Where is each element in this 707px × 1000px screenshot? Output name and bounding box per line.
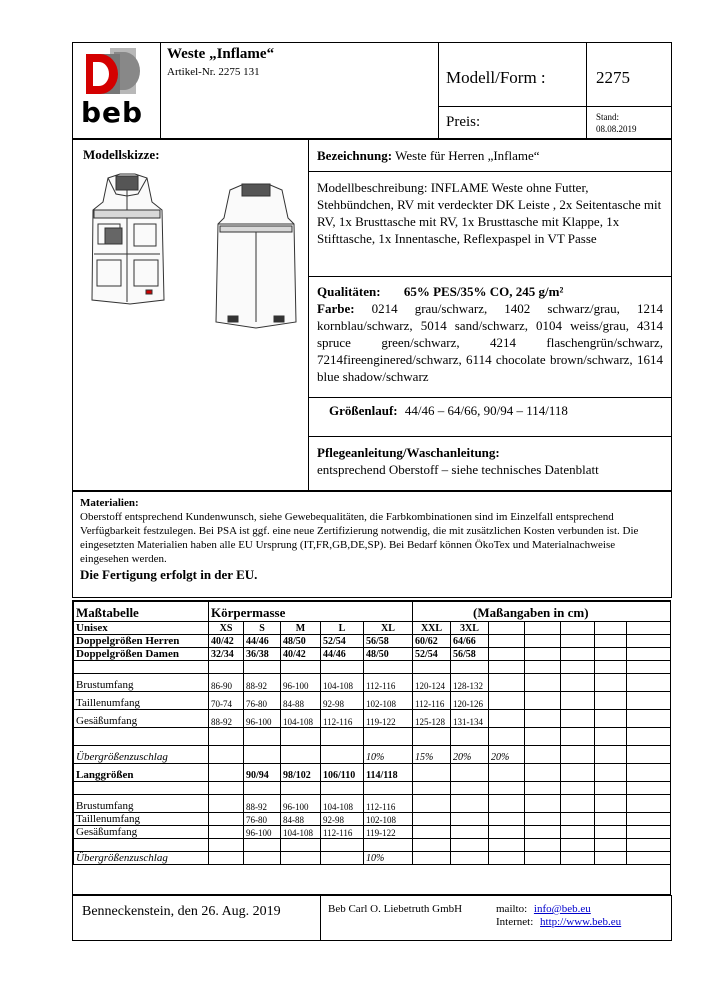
- quality-value: 65% PES/35% CO, 245 g/m²: [403, 284, 564, 299]
- size-table-empty-cell: [595, 782, 627, 795]
- size-table-row: [74, 648, 671, 661]
- mail-line: [496, 903, 591, 915]
- size-table-empty-cell: [209, 839, 244, 852]
- size-table-cell: [209, 826, 244, 839]
- materials-text: Oberstoff entsprechend Kundenwunsch, siehe Gewebequalitäten, die Farbkombinationen sind im Einzelfall entsprechend Verfügbarkeit festzulegen. Bei PSA ist ggf. eine neue Zertifizierung notwendig, die mit zusätzlichen Kosten verbunden ist. Die eingesetzten Materialien haben alle EU Ursprung (IT,FR,GB,DE,SP). Bei Bedarf können ÖkoTex und Materialnachweise eingesehen werden.: [80, 511, 639, 565]
- stand-date: 08.08.2019: [596, 124, 637, 134]
- size-table-cell: 112-116: [413, 692, 451, 710]
- bezeichnung: [317, 148, 540, 164]
- bezeichnung-value: Weste für Herren „Inflame“: [395, 148, 540, 163]
- size-table-row: [74, 728, 671, 746]
- size-table-empty-cell: [561, 839, 595, 852]
- size-table-empty-cell: [74, 661, 209, 674]
- size-table-row: [74, 782, 671, 795]
- size-table-cell: XXL: [413, 622, 451, 635]
- size-table-empty-cell: [561, 826, 595, 839]
- size-table-empty-cell: [561, 795, 595, 813]
- size-table-empty-cell: [627, 746, 671, 764]
- size-table-cell: 104-108: [321, 674, 364, 692]
- size-table-empty-cell: [489, 622, 525, 635]
- size-table-label: Übergrößenzuschlag: [74, 746, 209, 764]
- size-table-row: [74, 764, 671, 782]
- size-table-empty-cell: [451, 813, 489, 826]
- size-table-empty-cell: [525, 839, 561, 852]
- colors-label: Farbe:: [317, 301, 355, 316]
- sketch-label: Modellskizze:: [83, 147, 160, 162]
- model-label: Modell/Form :: [446, 68, 546, 87]
- size-table-cell: 32/34: [209, 648, 244, 661]
- size-table-empty-cell: [525, 782, 561, 795]
- product-title: Weste „Inflame“: [167, 46, 275, 62]
- size-table-empty-cell: [281, 661, 321, 674]
- size-table-label: Übergrößenzuschlag: [74, 852, 209, 865]
- size-table-cell: 10%: [364, 852, 413, 865]
- size-table-empty-cell: [281, 839, 321, 852]
- size-table-empty-cell: [489, 728, 525, 746]
- size-table-empty-cell: [244, 839, 281, 852]
- size-table-cell: 119-122: [364, 710, 413, 728]
- size-table-row: [74, 661, 671, 674]
- size-table-cell: 76-80: [244, 813, 281, 826]
- size-table-empty-cell: [489, 674, 525, 692]
- size-table-cell: 92-98: [321, 692, 364, 710]
- size-table-empty-cell: [627, 648, 671, 661]
- size-table-empty-cell: [244, 661, 281, 674]
- size-table-empty-cell: [561, 661, 595, 674]
- size-table-empty-cell: [525, 826, 561, 839]
- size-table-empty-cell: [321, 839, 364, 852]
- size-table-empty-cell: [413, 764, 451, 782]
- bezeichnung-label: Bezeichnung:: [317, 148, 393, 163]
- size-table-header-row: [74, 602, 671, 622]
- size-table-empty-cell: [595, 692, 627, 710]
- quality-label: Qualitäten:: [317, 284, 381, 299]
- price-label: Preis:: [446, 114, 481, 130]
- size-table-cell: L: [321, 622, 364, 635]
- size-table-cell: XS: [209, 622, 244, 635]
- size-table-empty-cell: [364, 839, 413, 852]
- size-table-cell: 104-108: [281, 826, 321, 839]
- size-table-empty-cell: [413, 826, 451, 839]
- quality: [317, 284, 563, 300]
- size-table-empty-cell: [489, 826, 525, 839]
- size-table-empty-cell: [451, 728, 489, 746]
- size-table-empty-cell: [595, 826, 627, 839]
- size-table-cell: 64/66: [451, 635, 489, 648]
- size-table-empty-cell: [525, 764, 561, 782]
- size-table-cell: 90/94: [244, 764, 281, 782]
- size-table-empty-cell: [627, 852, 671, 865]
- size-table-cell: 119-122: [364, 826, 413, 839]
- size-table-empty-cell: [489, 795, 525, 813]
- size-table-cell: 40/42: [209, 635, 244, 648]
- size-table-label: Brustumfang: [74, 674, 209, 692]
- size-table-empty-cell: [595, 648, 627, 661]
- size-table-empty-cell: [627, 661, 671, 674]
- size-table-empty-cell: [209, 782, 244, 795]
- size-table-cell: 52/54: [321, 635, 364, 648]
- size-table-empty-cell: [595, 710, 627, 728]
- size-table-empty-cell: [525, 622, 561, 635]
- size-table-empty-cell: [595, 622, 627, 635]
- size-table-empty-cell: [561, 782, 595, 795]
- size-table-empty-cell: [451, 839, 489, 852]
- size-table-empty-cell: [595, 635, 627, 648]
- size-table-empty-cell: [525, 813, 561, 826]
- header-box: [72, 42, 672, 139]
- company-logo: [80, 46, 154, 132]
- size-table-cell: 70-74: [209, 692, 244, 710]
- size-table-empty-cell: [413, 852, 451, 865]
- size-table-empty-cell: [595, 852, 627, 865]
- size-table-empty-cell: [451, 782, 489, 795]
- table-title: Maßtabelle: [74, 602, 209, 622]
- size-table-cell: 114/118: [364, 764, 413, 782]
- size-table-empty-cell: [561, 746, 595, 764]
- size-table-cell: 48/50: [281, 635, 321, 648]
- size-table-empty-cell: [489, 839, 525, 852]
- company-name: Beb Carl O. Liebetruth GmbH: [328, 903, 463, 915]
- article-number: Artikel-Nr. 2275 131: [167, 66, 260, 78]
- size-table-cell: [321, 852, 364, 865]
- size-table-cell: 106/110: [321, 764, 364, 782]
- size-table-cell: 98/102: [281, 764, 321, 782]
- size-table-cell: 44/46: [244, 635, 281, 648]
- size-table-row: [74, 710, 671, 728]
- size-table-row: [74, 635, 671, 648]
- size-table-cell: 36/38: [244, 648, 281, 661]
- size-range: [329, 403, 568, 419]
- size-table-empty-cell: [321, 782, 364, 795]
- size-table-empty-cell: [627, 710, 671, 728]
- size-table-empty-cell: [525, 674, 561, 692]
- size-table-empty-cell: [489, 852, 525, 865]
- size-table-cell: 86-90: [209, 674, 244, 692]
- size-table-cell: [244, 852, 281, 865]
- size-table-empty-cell: [489, 710, 525, 728]
- size-table-empty-cell: [74, 728, 209, 746]
- size-table-empty-cell: [627, 782, 671, 795]
- size-table-label: Langgrößen: [74, 764, 209, 782]
- size-table-cell: [209, 852, 244, 865]
- size-table-cell: 120-126: [451, 692, 489, 710]
- place-date: Benneckenstein, den 26. Aug. 2019: [82, 904, 281, 919]
- size-table-empty-cell: [595, 813, 627, 826]
- made-in-eu: Die Fertigung erfolgt in der EU.: [80, 567, 258, 582]
- care-label: Pflegeanleitung/Waschanleitung:: [317, 445, 500, 460]
- size-table-cell: 20%: [489, 746, 525, 764]
- size-table-empty-cell: [561, 674, 595, 692]
- size-table-empty-cell: [489, 813, 525, 826]
- size-table-cell: 131-134: [451, 710, 489, 728]
- size-table-empty-cell: [321, 661, 364, 674]
- size-table-empty-cell: [451, 826, 489, 839]
- size-table-cell: [281, 852, 321, 865]
- size-table-cell: 20%: [451, 746, 489, 764]
- size-table: [72, 600, 671, 895]
- model-value: 2275: [596, 68, 630, 87]
- size-table-empty-cell: [595, 728, 627, 746]
- vest-front-sketch: [80, 172, 175, 332]
- size-table-empty-cell: [451, 795, 489, 813]
- size-table-cell: 15%: [413, 746, 451, 764]
- size-table-empty-cell: [561, 852, 595, 865]
- size-table-empty-cell: [321, 728, 364, 746]
- size-table-empty-cell: [489, 692, 525, 710]
- size-table-empty-cell: [525, 661, 561, 674]
- size-table-empty-cell: [627, 728, 671, 746]
- size-table-cell: M: [281, 622, 321, 635]
- size-table-cell: 56/58: [364, 635, 413, 648]
- size-table-cell: 96-100: [244, 826, 281, 839]
- size-table-cell: 128-132: [451, 674, 489, 692]
- size-table-label: Gesäßumfang: [74, 826, 209, 839]
- size-table-cell: 102-108: [364, 813, 413, 826]
- size-table-cell: [321, 746, 364, 764]
- size-table-cell: 88-92: [244, 674, 281, 692]
- size-table-empty-cell: [209, 728, 244, 746]
- size-table-cell: 96-100: [244, 710, 281, 728]
- colors-value: 0214 grau/schwarz, 1402 schwarz/grau, 1214 kornblau/schwarz, 5014 sand/schwarz, 0104 weiss/grau, 4314 spruce green/schwarz, 4214 flaschengrün/schwarz, 7214fireenginered/schwarz, 6114 chocolate brown/schwarz, 1614 blue shadow/schwarz: [317, 301, 663, 384]
- size-table-row: [74, 692, 671, 710]
- size-table-cell: 76-80: [244, 692, 281, 710]
- size-table-empty-cell: [627, 674, 671, 692]
- size-table-empty-cell: [413, 782, 451, 795]
- size-table-cell: 112-116: [321, 826, 364, 839]
- size-table-empty-cell: [561, 635, 595, 648]
- size-table-cell: [209, 813, 244, 826]
- size-table-row: [74, 813, 671, 826]
- size-table-empty-cell: [525, 795, 561, 813]
- size-table-empty-cell: [209, 661, 244, 674]
- size-table-empty-cell: [595, 661, 627, 674]
- table-koerper: Körpermasse: [209, 602, 413, 622]
- size-table-empty-cell: [627, 635, 671, 648]
- size-table-cell: [244, 746, 281, 764]
- size-table-row: [74, 795, 671, 813]
- size-table-cell: 52/54: [413, 648, 451, 661]
- size-table-empty-cell: [244, 782, 281, 795]
- size-table-empty-cell: [561, 648, 595, 661]
- size-table-cell: [281, 746, 321, 764]
- size-table-row: [74, 852, 671, 865]
- size-table-label: Brustumfang: [74, 795, 209, 813]
- size-table-row: [74, 622, 671, 635]
- size-range-value: 44/46 – 64/66, 90/94 – 114/118: [404, 403, 568, 418]
- size-table-empty-cell: [451, 852, 489, 865]
- size-table-cell: 112-116: [321, 710, 364, 728]
- size-table-empty-cell: [525, 635, 561, 648]
- size-table-cell: 44/46: [321, 648, 364, 661]
- size-table-cell: 10%: [364, 746, 413, 764]
- size-table-cell: XL: [364, 622, 413, 635]
- size-table-empty-cell: [413, 813, 451, 826]
- size-table-cell: 60/62: [413, 635, 451, 648]
- vest-back-sketch: [208, 182, 303, 337]
- size-table-cell: 88-92: [209, 710, 244, 728]
- size-table-empty-cell: [281, 728, 321, 746]
- size-table-cell: 102-108: [364, 692, 413, 710]
- size-table-empty-cell: [561, 764, 595, 782]
- size-table-empty-cell: [595, 839, 627, 852]
- size-table-cell: 84-88: [281, 692, 321, 710]
- size-table-empty-cell: [413, 795, 451, 813]
- model-description: Modellbeschreibung: INFLAME Weste ohne Futter, Stehbündchen, RV mit verdeckter DK Leiste , 2x Seitentasche mit RV, 1x Brusttasche mit RV, 1x Brusttasche mit Klappe, 1x Stifttasche, 1x Innentasche, Reflexpaspel in VT Passe: [317, 180, 662, 246]
- size-table-empty-cell: [627, 813, 671, 826]
- size-table-cell: 96-100: [281, 674, 321, 692]
- size-table-empty-cell: [595, 795, 627, 813]
- size-table-cell: 40/42: [281, 648, 321, 661]
- size-table-row: [74, 839, 671, 852]
- size-table-empty-cell: [489, 764, 525, 782]
- size-table-empty-cell: [281, 782, 321, 795]
- colors: [317, 300, 663, 385]
- logo-text: beb: [81, 96, 144, 129]
- size-table-label: Taillenumfang: [74, 813, 209, 826]
- website-link[interactable]: http://www.beb.eu: [540, 916, 622, 928]
- mailto-label: mailto:: [496, 903, 528, 915]
- size-table-cell: 120-124: [413, 674, 451, 692]
- size-table-empty-cell: [451, 764, 489, 782]
- size-table-label: Unisex: [74, 622, 209, 635]
- size-table-empty-cell: [74, 839, 209, 852]
- size-table-cell: 56/58: [451, 648, 489, 661]
- size-table-label: Doppelgrößen Herren: [74, 635, 209, 648]
- size-table-empty-cell: [627, 622, 671, 635]
- size-table-label: Gesäßumfang: [74, 710, 209, 728]
- email-link[interactable]: info@beb.eu: [533, 903, 591, 915]
- size-table-empty-cell: [489, 648, 525, 661]
- stand-label: Stand:: [596, 112, 620, 122]
- size-table-empty-cell: [561, 813, 595, 826]
- materials-label: Materialien:: [80, 497, 139, 509]
- size-table-cell: 92-98: [321, 813, 364, 826]
- size-table-cell: 88-92: [244, 795, 281, 813]
- size-table-row: [74, 674, 671, 692]
- size-table-empty-cell: [489, 782, 525, 795]
- size-table-cell: 104-108: [281, 710, 321, 728]
- size-table-row: [74, 826, 671, 839]
- size-table-empty-cell: [627, 839, 671, 852]
- size-table-empty-cell: [595, 764, 627, 782]
- size-table-empty-cell: [627, 692, 671, 710]
- size-table-empty-cell: [451, 661, 489, 674]
- size-table-cell: 104-108: [321, 795, 364, 813]
- size-table-empty-cell: [561, 728, 595, 746]
- size-table-cell: S: [244, 622, 281, 635]
- size-table-cell: 3XL: [451, 622, 489, 635]
- size-table-empty-cell: [525, 746, 561, 764]
- size-table-empty-cell: [525, 710, 561, 728]
- size-table-empty-cell: [489, 635, 525, 648]
- size-table-empty-cell: [413, 728, 451, 746]
- size-table-label: Doppelgrößen Damen: [74, 648, 209, 661]
- size-table-empty-cell: [525, 692, 561, 710]
- size-table-empty-cell: [489, 661, 525, 674]
- size-table-empty-cell: [595, 746, 627, 764]
- size-table-empty-cell: [627, 764, 671, 782]
- size-table-cell: 112-116: [364, 674, 413, 692]
- size-table-cell: 112-116: [364, 795, 413, 813]
- size-table-cell: 84-88: [281, 813, 321, 826]
- size-table-cell: [209, 746, 244, 764]
- size-table-cell: [209, 795, 244, 813]
- size-table-empty-cell: [627, 795, 671, 813]
- size-table-cell: 96-100: [281, 795, 321, 813]
- size-table-empty-cell: [364, 728, 413, 746]
- size-table-label: Taillenumfang: [74, 692, 209, 710]
- size-range-label: Größenlauf:: [329, 403, 398, 418]
- size-table-empty-cell: [595, 674, 627, 692]
- size-table-empty-cell: [525, 852, 561, 865]
- size-table-empty-cell: [627, 826, 671, 839]
- size-table-empty-cell: [561, 692, 595, 710]
- size-table-cell: 125-128: [413, 710, 451, 728]
- size-table-empty-cell: [74, 782, 209, 795]
- size-table-empty-cell: [561, 622, 595, 635]
- size-table-empty-cell: [525, 728, 561, 746]
- size-table-empty-cell: [244, 728, 281, 746]
- internet-label: Internet:: [496, 916, 534, 928]
- size-table-row: [74, 746, 671, 764]
- table-unit: (Maßangaben in cm): [413, 602, 671, 622]
- size-table-empty-cell: [364, 661, 413, 674]
- size-table-empty-cell: [413, 839, 451, 852]
- size-table-empty-cell: [525, 648, 561, 661]
- size-table-empty-cell: [413, 661, 451, 674]
- care-value: entsprechend Oberstoff – siehe technisches Datenblatt: [317, 462, 599, 477]
- size-table-cell: [209, 764, 244, 782]
- size-table-cell: 48/50: [364, 648, 413, 661]
- internet-line: [496, 916, 621, 928]
- size-table-empty-cell: [561, 710, 595, 728]
- size-table-empty-cell: [364, 782, 413, 795]
